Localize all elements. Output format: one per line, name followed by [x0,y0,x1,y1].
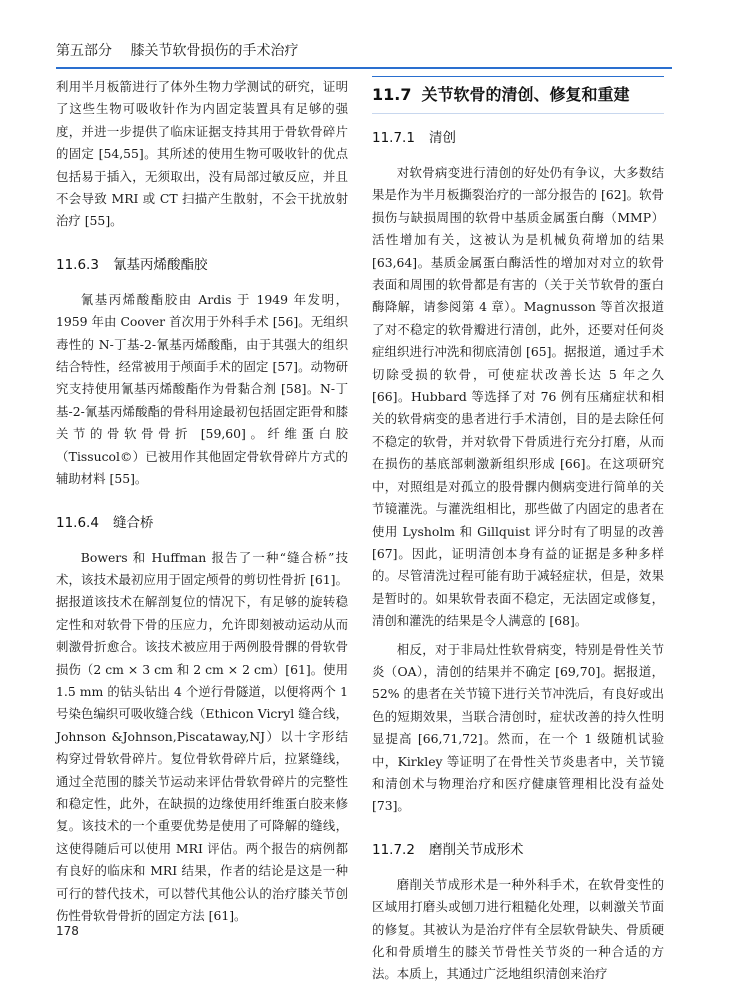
paragraph-debridement-1: 对软骨病变进行清创的好处仍有争议，大多数结果是作为半月板撕裂治疗的一部分报告的 [62]。软骨损伤与缺损周围的软骨中基质金属蛋白酶（MMP）活性增加有关，这被认为是机械负荷增加的结果 [63,64]。基质金属蛋白酶活性的增加对对立的软骨表面和周围的软骨都是有害的（关于关节软骨的蛋白酶降解，请参阅第 4 章）。Magnusson 等首次报道了对不稳定的软骨瓣进行清创，此外，还要对任何炎症组织进行冲洗和彻底清创 [65]。据报道，通过手术切除受损的软骨，可使症状改善长达 5 年之久 [66]。Hubbard 等选择了对 76 例有压痛症状和相关的软骨病变的患者进行手术清创，目的是去除任何不稳定的软骨，并对软骨下骨质进行充分打磨，从而在损伤的基底部刺激新组织形成 [66]。在这项研究中，对照组是对孤立的股骨髁内侧病变进行简单的关节镜灌洗。与灌洗组相比，那些做了内固定的患者在使用 Lysholm 和 Gillquist 评分时有了明显的改善 [67]。因此，证明清创本身有益的证据是多种多样的。尽管清洗过程可能有助于减轻症状，但是，效果是暂时的。如果软骨表面不稳定，无法固定或修复，清创和灌洗的结果是令人满意的 [68]。 [372,165,664,629]
paragraph-abrasion-arthroplasty: 磨削关节成形术是一种外科手术，在软骨变性的区域用打磨头或刨刀进行粗糙化处理，以刺激关节面的修复。其被认为是治疗伴有全层软骨缺失、骨质硬化和骨质增生的膝关节骨性关节炎的一种合适的方法。本质上，其通过广泛地组织清创来治疗 [372,876,664,982]
header-title: 膝关节软骨损伤的手术治疗 [130,43,299,59]
section-number: 11.6.3 [56,256,99,273]
header-rule [56,67,672,69]
section-number: 11.7 [372,85,412,104]
section-heading-11-7-1 [372,128,664,148]
header-part: 第五部分 [56,43,112,59]
paragraph-debridement-2: 相反，对于非局灶性软骨病变，特别是骨性关节炎（OA），清创的结果并不确定 [69,70]。据报道，52% 的患者在关节镜下进行关节冲洗后，有良好或出色的短期效果，当联合清创时，症状改善的持久性明显提高 [66,71,72]。然而，在一个 1 级随机试验中，Kirkley 等证明了在骨性关节炎患者中，关节镜和清创术与物理治疗和医疗健康管理相比没有益处 [73]。 [372,641,664,814]
section-title: 氰基丙烯酸酯胶 [112,256,208,273]
section-number: 11.6.4 [56,514,99,531]
intro-paragraph: 利用半月板箭进行了体外生物力学测试的研究，证明了这些生物可吸收针作为内固定装置具有足够的强度，并进一步提供了临床证据支持其用于骨软骨碎片的固定 [54,55]。其所述的使用生物可吸收针的优点包括易于插入，无须取出，没有局部过敏反应，并且不会导致 MRI 或 CT 扫描产生散射，不会干扰放射治疗 [55]。 [56,79,348,229]
section-title: 缝合桥 [112,514,154,531]
section-heading-11-6-3 [56,255,348,275]
section-title: 关节软骨的清创、修复和重建 [421,85,630,104]
section-number: 11.7.1 [372,130,415,146]
right-column [372,76,664,986]
section-title: 磨削关节成形术 [428,841,524,858]
paragraph-suture-bridge: Bowers 和 Huffman 报告了一种“缝合桥”技术，该技术最初应用于固定颅骨的剪切性骨折 [61]。据报道该技术在解剖复位的情况下，有足够的旋转稳定性和对软骨下骨的压应力，允许即刻被动运动从而刺激骨折愈合。该技术被应用于两例股骨髁的骨软骨损伤（2 cm × 3 cm 和 2 cm × 2 cm）[61]。使用 1.5 mm 的钻头钻出 4 个逆行骨隧道，以便将两个 1 号染色编织可吸收缝合线（Ethicon Vicryl 缝合线，Johnson &Johnson,Piscataway,NJ）以十字形结构穿过骨软骨碎片。复位骨软骨碎片后，拉紧缝线，通过全范围的膝关节运动来评估骨软骨碎片的完整性和稳定性，此外，在缺损的边缘使用纤维蛋白胶来修复。该技术的一个重要优势是使用了可降解的缝线，这使得随后可以使用 MRI 评估。两个报告的病例都有良好的临床和 MRI 结果，作者的结论是这是一种可行的替代技术，可以替代其他公认的治疗膝关节创伤性骨软骨骨折的固定方法 [61]。 [56,549,348,923]
section-heading-11-6-4 [56,513,348,533]
section-heading-11-7 [372,76,664,114]
section-number: 11.7.2 [372,841,415,858]
section-heading-11-7-2 [372,840,664,860]
running-header [56,40,672,64]
left-column [56,76,348,927]
page-number: 178 [56,924,79,938]
section-title: 清创 [428,130,456,146]
paragraph-cyanoacrylate: 氰基丙烯酸酯胶由 Ardis 于 1949 年发明，1959 年由 Coover 首次用于外科手术 [56]。无组织毒性的 N-丁基-2-氰基丙烯酸酯，由于其强大的组织结合特性，经常被用于颅面手术的固定 [57]。动物研究支持使用氰基丙烯酸酯作为骨黏合剂 [58]。N-丁基-2-氰基丙烯酸酯的骨科用途最初包括固定距骨和膝关节的骨软骨骨折 [59,60]。纤维蛋白胶（Tissucol©）已被用作其他固定骨软骨碎片方式的辅助材料 [55]。 [56,291,348,487]
